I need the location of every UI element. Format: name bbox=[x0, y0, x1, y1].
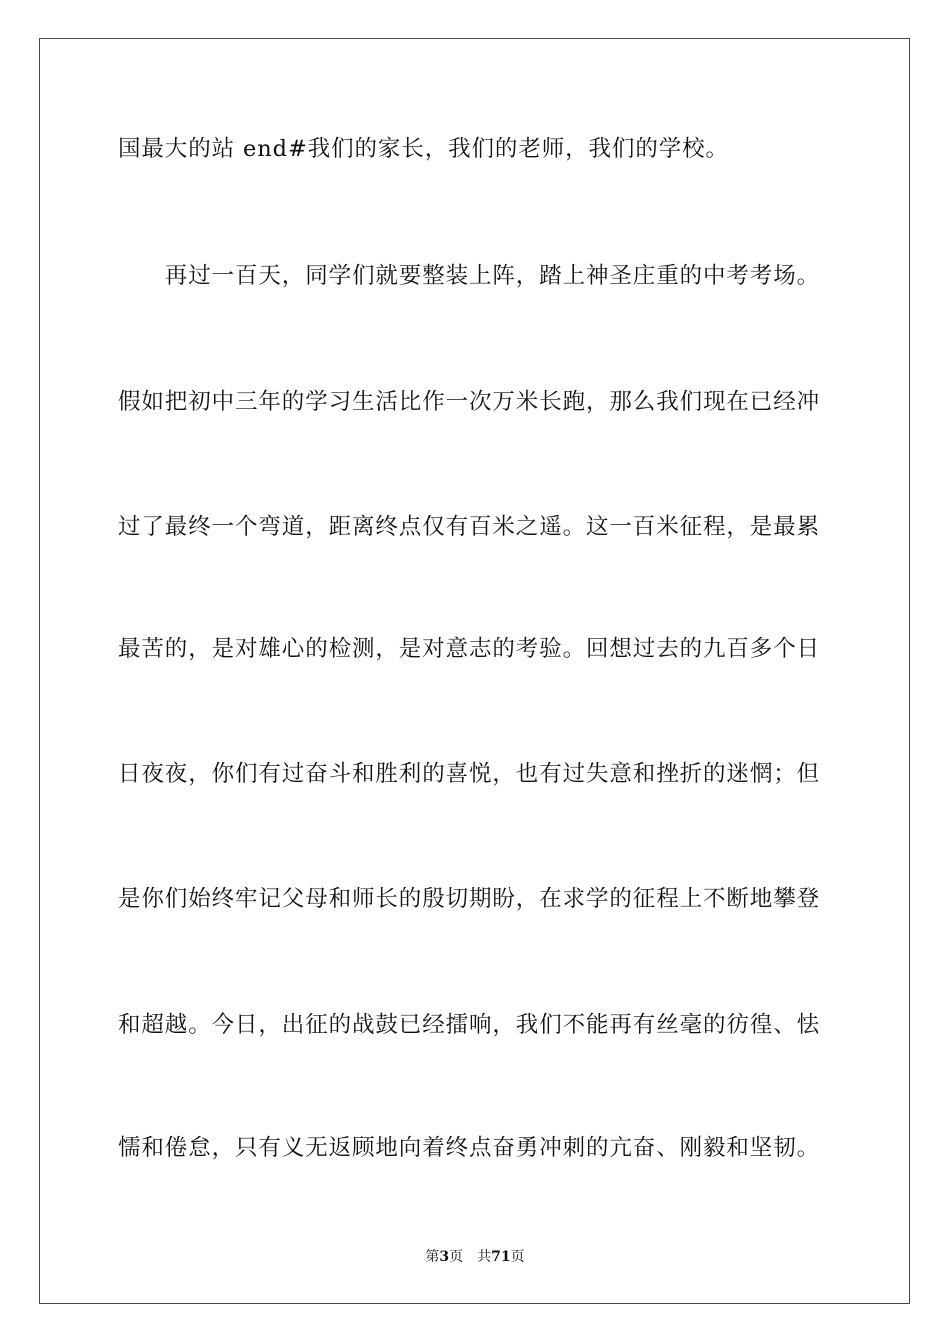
text-line-5: 最苦的，是对雄心的检测，是对意志的考验。回想过去的九百多个日 bbox=[118, 636, 821, 662]
text-line-7: 是你们始终牢记父母和师长的殷切期盼，在求学的征程上不断地攀登 bbox=[118, 886, 821, 912]
text-line-4: 过了最终一个弯道，距离终点仅有百米之遥。这一百米征程，是最累 bbox=[118, 514, 821, 540]
text-line-9: 懦和倦怠，只有义无返顾地向着终点奋勇冲刺的亢奋、刚毅和坚韧。 bbox=[118, 1135, 821, 1161]
text-line-1: 国最大的站 end#我们的家长，我们的老师，我们的学校。 bbox=[118, 136, 729, 162]
text-line-8: 和超越。今日，出征的战鼓已经擂响，我们不能再有丝毫的彷徨、怯 bbox=[118, 1012, 821, 1038]
text-line-2: 再过一百天，同学们就要整装上阵，踏上神圣庄重的中考考场。 bbox=[118, 263, 821, 289]
page-border bbox=[39, 38, 910, 1304]
total-prefix: 共 bbox=[477, 1249, 492, 1265]
total-suffix: 页 bbox=[510, 1249, 525, 1265]
page-total-number: 71 bbox=[491, 1249, 511, 1265]
text-line-3: 假如把初中三年的学习生活比作一次万米长跑，那么我们现在已经冲 bbox=[118, 389, 821, 415]
page-footer bbox=[0, 1248, 950, 1266]
text-line-6: 日夜夜，你们有过奋斗和胜利的喜悦，也有过失意和挫折的迷惘；但 bbox=[118, 761, 821, 787]
page-current-number: 3 bbox=[439, 1249, 450, 1265]
page-prefix: 第 bbox=[425, 1249, 440, 1265]
page-suffix: 页 bbox=[449, 1249, 464, 1265]
